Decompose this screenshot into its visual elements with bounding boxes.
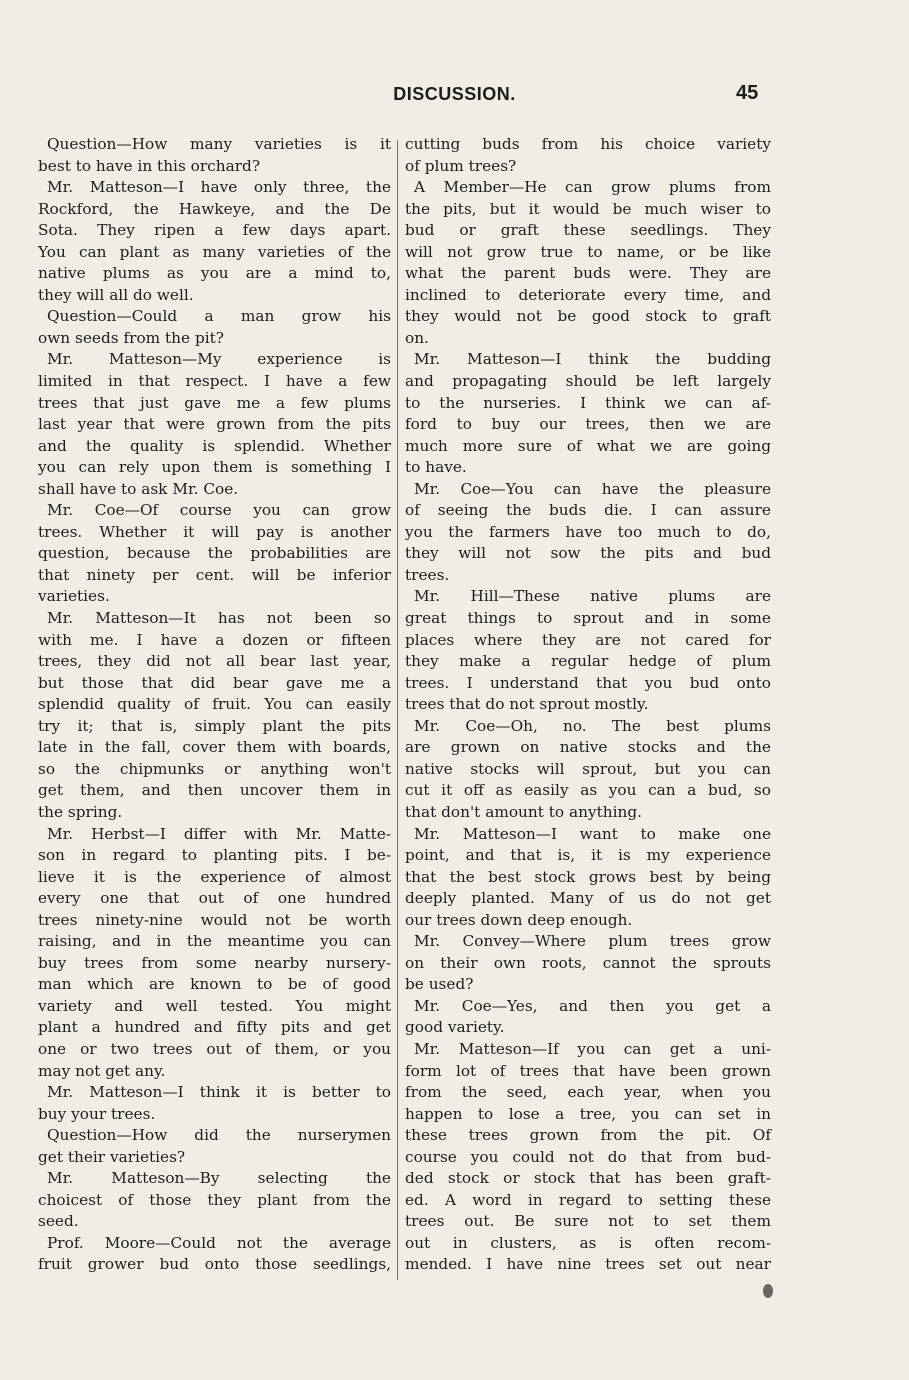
text-line: son in regard to planting pits. I be- bbox=[38, 846, 391, 865]
text-line: trees. bbox=[405, 565, 450, 584]
text-line: deeply planted. Many of us do not get bbox=[405, 889, 771, 908]
text-line: best to have in this orchard? bbox=[38, 156, 261, 175]
text-line: on their own roots, cannot the sprouts bbox=[405, 953, 771, 972]
text-line: are grown on native stocks and the bbox=[405, 738, 771, 757]
text-line: trees that do not sprout mostly. bbox=[405, 695, 649, 714]
text-line: much more sure of what we are going bbox=[405, 436, 771, 455]
text-line: of plum trees? bbox=[405, 156, 517, 175]
text-line: the spring. bbox=[38, 802, 123, 821]
text-line: you the farmers have too much to do, bbox=[405, 522, 771, 541]
text-line: these trees grown from the pit. Of bbox=[405, 1126, 771, 1145]
text-line: seed. bbox=[38, 1212, 79, 1231]
text-line: inclined to deteriorate every time, and bbox=[405, 285, 771, 304]
text-line: places where they are not cared for bbox=[405, 630, 771, 649]
page-number: 45 bbox=[736, 82, 759, 104]
text-line: they make a regular hedge of plum bbox=[405, 652, 771, 671]
text-line: Sota. They ripen a few days apart. bbox=[38, 221, 391, 240]
text-line: Question—How did the nurserymen bbox=[47, 1126, 391, 1145]
paragraph bbox=[38, 349, 391, 500]
paragraph bbox=[38, 1168, 391, 1233]
text-line: with me. I have a dozen or fifteen bbox=[38, 630, 391, 649]
paragraph bbox=[38, 306, 391, 349]
paragraph bbox=[38, 824, 391, 1083]
text-line: trees. Whether it will pay is another bbox=[38, 522, 391, 541]
text-line: A Member—He can grow plums from bbox=[414, 178, 771, 197]
text-line: the pits, but it would be much wiser to bbox=[405, 199, 771, 218]
text-line: our trees down deep enough. bbox=[405, 910, 633, 929]
text-line: and the quality is splendid. Whether bbox=[38, 436, 391, 455]
text-line: Mr. Herbst—I differ with Mr. Matte- bbox=[47, 824, 391, 843]
text-line: plant a hundred and fifty pits and get bbox=[38, 1018, 391, 1037]
paragraph bbox=[38, 500, 391, 608]
text-line: Mr. Matteson—I have only three, the bbox=[47, 178, 391, 197]
text-line: be used? bbox=[405, 975, 474, 994]
text-line: point, and that is, it is my experience bbox=[405, 846, 771, 865]
paragraph bbox=[405, 716, 771, 824]
text-line: happen to lose a tree, you can set in bbox=[405, 1104, 771, 1123]
text-line: Rockford, the Hawkeye, and the De bbox=[38, 199, 391, 218]
text-line: limited in that respect. I have a few bbox=[38, 372, 391, 391]
text-line: Mr. Coe—Of course you can grow bbox=[47, 501, 391, 520]
text-line: get their varieties? bbox=[38, 1147, 186, 1166]
paragraph bbox=[38, 608, 391, 823]
text-line: own seeds from the pit? bbox=[38, 328, 224, 347]
text-line: to have. bbox=[405, 458, 467, 477]
text-line: variety and well tested. You might bbox=[38, 996, 391, 1015]
text-line: of seeing the buds die. I can assure bbox=[405, 501, 771, 520]
text-line: last year that were grown from the pits bbox=[38, 415, 391, 434]
text-line: Question—Could a man grow his bbox=[47, 307, 391, 326]
text-line: they will all do well. bbox=[38, 285, 194, 304]
text-line: Mr. Matteson—I think the budding bbox=[414, 350, 771, 369]
text-line: they would not be good stock to graft bbox=[405, 307, 771, 326]
text-line: Mr. Matteson—I think it is better to bbox=[47, 1083, 391, 1102]
text-line: splendid quality of fruit. You can easily bbox=[38, 695, 391, 714]
text-line: that ninety per cent. will be inferior bbox=[38, 565, 391, 584]
paragraph bbox=[405, 177, 771, 349]
paragraph bbox=[38, 1233, 391, 1276]
right-text-column bbox=[405, 134, 771, 1276]
text-line: Mr. Coe—Oh, no. The best plums bbox=[414, 716, 771, 735]
text-line: Mr. Hill—These native plums are bbox=[414, 587, 771, 606]
text-line: native plums as you are a mind to, bbox=[38, 264, 391, 283]
text-line: and propagating should be left largely bbox=[405, 372, 771, 391]
paragraph bbox=[38, 1082, 391, 1125]
paragraph bbox=[405, 479, 771, 587]
text-line: you can rely upon them is something I bbox=[38, 458, 391, 477]
paragraph bbox=[405, 586, 771, 715]
text-line: Mr. Convey—Where plum trees grow bbox=[414, 932, 771, 951]
text-line: buy trees from some nearby nursery- bbox=[38, 953, 391, 972]
text-line: cut it off as easily as you can a bud, so bbox=[405, 781, 771, 800]
text-line: native stocks will sprout, but you can bbox=[405, 759, 771, 778]
paragraph bbox=[38, 177, 391, 306]
text-line: bud or graft these seedlings. They bbox=[405, 221, 771, 240]
paragraph bbox=[405, 931, 771, 996]
text-line: trees that just gave me a few plums bbox=[38, 393, 391, 412]
text-line: Mr. Matteson—If you can get a uni- bbox=[414, 1039, 771, 1058]
paragraph bbox=[405, 134, 771, 177]
text-line: question, because the probabilities are bbox=[38, 544, 391, 563]
running-header-title: DISCUSSION. bbox=[393, 84, 516, 104]
text-line: Mr. Coe—You can have the pleasure bbox=[414, 479, 771, 498]
text-line: trees. I understand that you bud onto bbox=[405, 673, 771, 692]
text-line: good variety. bbox=[405, 1018, 505, 1037]
text-line: Prof. Moore—Could not the average bbox=[47, 1233, 391, 1252]
text-line: choicest of those they plant from the bbox=[38, 1190, 391, 1209]
text-line: trees ninety-nine would not be worth bbox=[38, 910, 391, 929]
text-line: on. bbox=[405, 328, 429, 347]
paragraph bbox=[38, 134, 391, 177]
text-line: ded stock or stock that has been graft- bbox=[405, 1169, 771, 1188]
text-line: Mr. Coe—Yes, and then you get a bbox=[414, 996, 771, 1015]
text-line: from the seed, each year, when you bbox=[405, 1083, 771, 1102]
text-line: Mr. Matteson—It has not been so bbox=[47, 609, 391, 628]
text-line: every one that out of one hundred bbox=[38, 889, 391, 908]
text-line: they will not sow the pits and bud bbox=[405, 544, 771, 563]
text-line: out in clusters, as is often recom- bbox=[405, 1233, 771, 1252]
text-line: one or two trees out of them, or you bbox=[38, 1039, 391, 1058]
text-line: form lot of trees that have been grown bbox=[405, 1061, 771, 1080]
text-line: but those that did bear gave me a bbox=[38, 673, 391, 692]
paragraph bbox=[405, 996, 771, 1039]
column-divider bbox=[397, 140, 398, 1280]
text-line: lieve it is the experience of almost bbox=[38, 867, 391, 886]
text-line: that the best stock grows best by being bbox=[405, 867, 771, 886]
text-line: raising, and in the meantime you can bbox=[38, 932, 391, 951]
text-line: to the nurseries. I think we can af- bbox=[405, 393, 771, 412]
ink-smudge-mark bbox=[763, 1284, 773, 1298]
text-line: Mr. Matteson—My experience is bbox=[47, 350, 391, 369]
paragraph bbox=[405, 1039, 771, 1276]
text-line: Mr. Matteson—I want to make one bbox=[414, 824, 771, 843]
text-line: great things to sprout and in some bbox=[405, 609, 771, 628]
text-line: will not grow true to name, or be like bbox=[405, 242, 771, 261]
text-line: what the parent buds were. They are bbox=[405, 264, 771, 283]
text-line: trees out. Be sure not to set them bbox=[405, 1212, 771, 1231]
text-line: buy your trees. bbox=[38, 1104, 156, 1123]
text-line: shall have to ask Mr. Coe. bbox=[38, 479, 239, 498]
text-line: may not get any. bbox=[38, 1061, 166, 1080]
text-line: varieties. bbox=[38, 587, 110, 606]
paragraph bbox=[38, 1125, 391, 1168]
text-line: get them, and then uncover them in bbox=[38, 781, 391, 800]
text-line: fruit grower bud onto those seedlings, bbox=[38, 1255, 391, 1274]
text-line: man which are known to be of good bbox=[38, 975, 391, 994]
text-line: ford to buy our trees, then we are bbox=[405, 415, 771, 434]
text-line: Question—How many varieties is it bbox=[47, 135, 391, 153]
text-line: cutting buds from his choice variety bbox=[405, 135, 771, 153]
left-text-column bbox=[38, 134, 391, 1276]
text-line: mended. I have nine trees set out near bbox=[405, 1255, 771, 1274]
text-line: Mr. Matteson—By selecting the bbox=[47, 1169, 391, 1188]
paragraph bbox=[405, 349, 771, 478]
paragraph bbox=[405, 824, 771, 932]
text-line: You can plant as many varieties of the bbox=[38, 242, 391, 261]
text-line: try it; that is, simply plant the pits bbox=[38, 716, 391, 735]
text-line: course you could not do that from bud- bbox=[405, 1147, 771, 1166]
text-line: late in the fall, cover them with boards, bbox=[38, 738, 391, 757]
text-line: ed. A word in regard to setting these bbox=[405, 1190, 771, 1209]
text-line: that don't amount to anything. bbox=[405, 802, 642, 821]
text-line: so the chipmunks or anything won't bbox=[38, 759, 391, 778]
text-line: trees, they did not all bear last year, bbox=[38, 652, 391, 671]
